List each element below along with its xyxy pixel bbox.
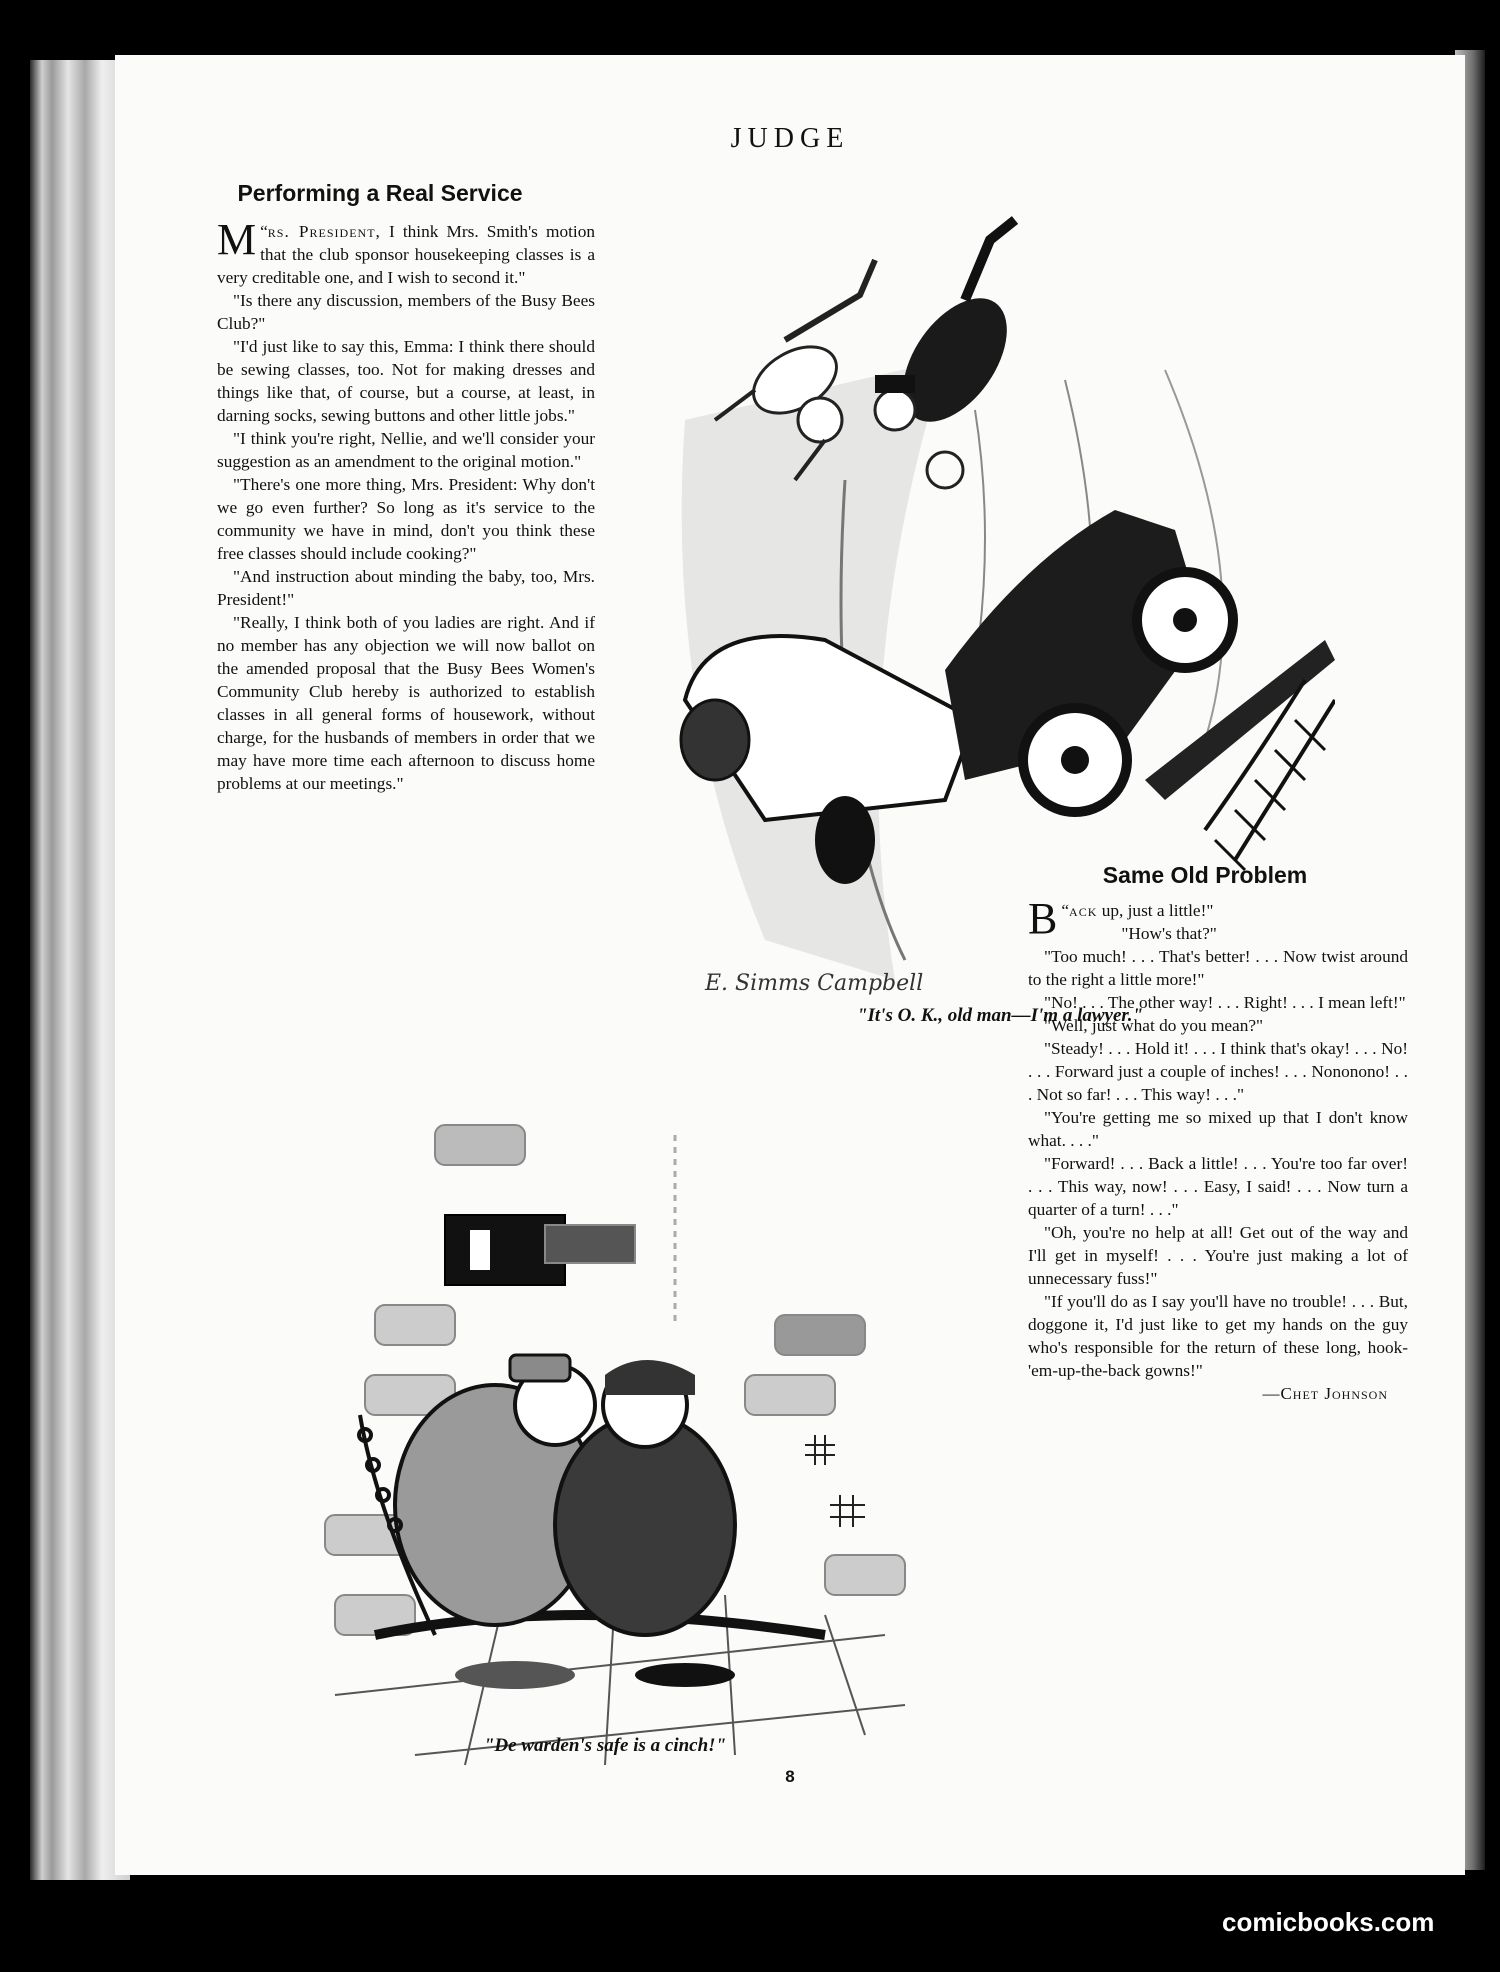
prison-cell-cartoon (265, 1075, 915, 1765)
story1-paragraph: "Really, I think both of you ladies are right. And if no member has any objection we will now ballot on the amended proposal that the Busy Bees Women's Community Club hereby is authorized to establish classes in all general forms of housework, without charge, for the husbands of members in order that we may have more time each afternoon to discuss home problems at our meetings." (217, 613, 595, 793)
story2-opening-paragraph: “ B ack up, just a little!" (1028, 894, 1214, 943)
story1-paragraph: "There's one more thing, Mrs. President: Why don't we go even further? So long as it's service to the community we have in mind, don't you think these free classes should include cooking?" (217, 475, 595, 563)
story2-paragraph: "Well, just what do you mean?" (1044, 1016, 1264, 1035)
story1-paragraph: "Is there any discussion, members of the Busy Bees Club?" (217, 291, 595, 333)
story1-opening-smallcaps: rs. President, (267, 222, 381, 241)
story2-paragraph: "Oh, you're no help at all! Get out of the way and I'll get in myself! . . . You're just making a lot of unnecessary fuss!" (1028, 1223, 1408, 1288)
running-head: JUDGE (730, 123, 850, 154)
story1-title: Performing a Real Service (237, 180, 523, 206)
story2-paragraph: "No! . . . The other way! . . . Right! . . . I mean left!" (1044, 993, 1406, 1012)
story2-dropcap: B (1028, 894, 1058, 943)
story2-opening-smallcaps: ack (1069, 901, 1098, 920)
story1-opening-paragraph: “ M rs. President, I think Mrs. Smith's motion that the club sponsor housekeeping classes is a very creditable one, and I wish to second it." (217, 215, 595, 287)
story1-paragraph: I think Mrs. Smith's motion that the club sponsor housekeeping classes is a very creditable one, and I wish to second it." (217, 222, 595, 287)
svg-text:E. Simms Campbell: E. Simms Campbell (705, 971, 924, 996)
cartoon2-caption: "De warden's safe is a cinch!" (483, 1735, 727, 1756)
story2-body (1028, 894, 1408, 1405)
story2-paragraph: "If you'll do as I say you'll have no trouble! . . . But, doggone it, I'd just like to get my hands on the guy who's responsible for the return of these long, hook-'em-up-the-back gowns!" (1028, 1292, 1408, 1380)
prison-cell-illustration (265, 1075, 915, 1765)
story1-body (217, 215, 595, 795)
cell-window-light (470, 1230, 490, 1270)
tic-tac-toe-scribbles (805, 1435, 865, 1527)
cartoon1-caption: "It's O. K., old man—I'm a lawyer." (856, 1005, 1144, 1026)
story2-byline: —Chet Johnson (1262, 1384, 1388, 1403)
story1-dropcap: M (217, 215, 257, 264)
artist-signature (704, 971, 923, 996)
story2-paragraph: "You're getting me so mixed up that I don't know what. . . ." (1028, 1108, 1408, 1150)
magazine-page (115, 55, 1465, 1875)
story2-paragraph: "Steady! . . . Hold it! . . . I think that's okay! . . . No! . . . Forward just a couple of inches! . . . Nononono! . . . Not so far! . . . This way! . . ." (1028, 1039, 1408, 1104)
page-number: 8 (785, 1767, 795, 1786)
story1-paragraph: "I'd just like to say this, Emma: I think there should be sewing classes, too. Not for making dresses and things like that, of course, but a course, at least, in darning socks, sewing buttons and other little jobs." (217, 337, 595, 425)
story1-paragraph: "And instruction about minding the baby, too, Mrs. President!" (217, 567, 595, 609)
story2-paragraph: "Too much! . . . That's better! . . . Now twist around to the right a little more!" (1028, 947, 1408, 989)
story2-paragraph: "How's that?" (1121, 924, 1217, 943)
story2-opening-rest: up, just a little!" (1101, 901, 1214, 920)
story1-paragraph: "I think you're right, Nellie, and we'll consider your suggestion as an amendment to the original motion." (217, 429, 595, 471)
story2-paragraph: "Forward! . . . Back a little! . . . You're too far over! . . . This way, now! . . . Easy, I said! . . . Now turn a quarter of a turn! . . ." (1028, 1154, 1408, 1219)
story2-title: Same Old Problem (1102, 862, 1308, 888)
site-watermark: comicbooks.com (1222, 1907, 1435, 1937)
